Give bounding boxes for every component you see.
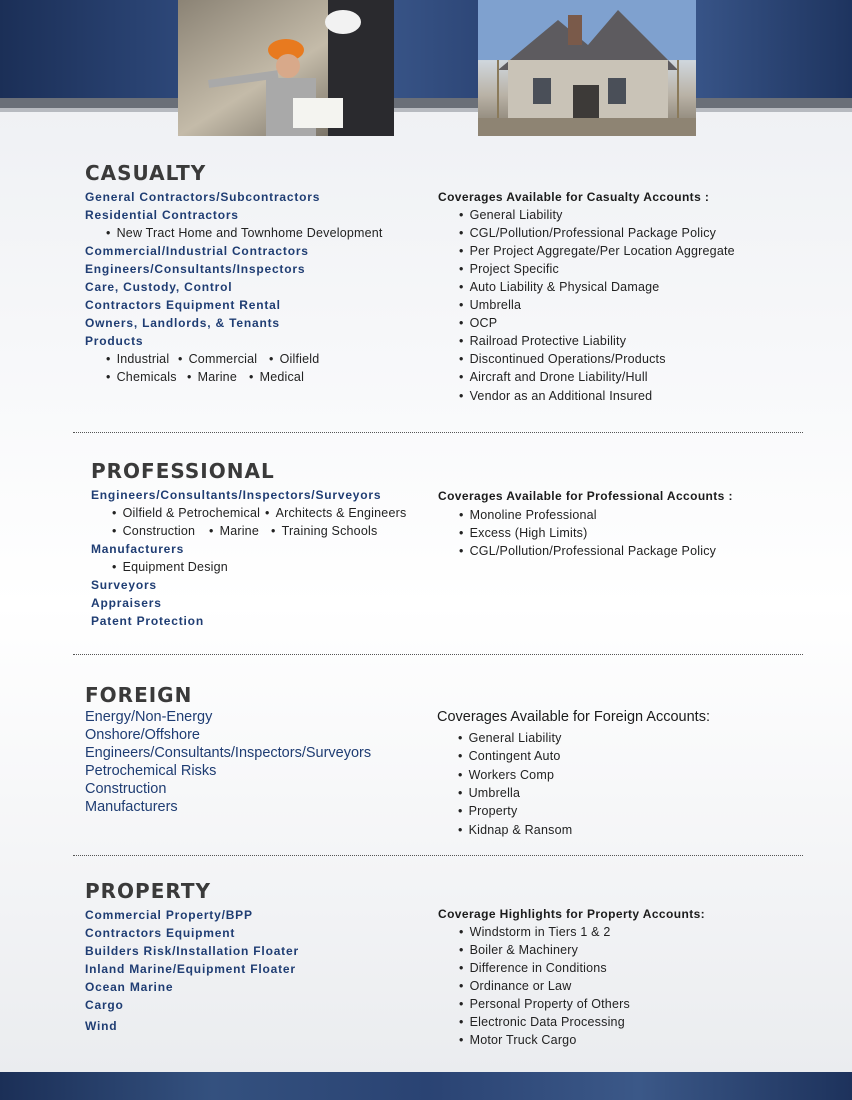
property-coverage-item: • Difference in Conditions: [459, 961, 607, 975]
property-item: Cargo: [85, 998, 124, 1012]
casualty-coverage-item: • Discontinued Operations/Products: [459, 352, 666, 366]
casualty-item-general-contractors: General Contractors/Subcontractors: [85, 190, 321, 204]
foreign-item: Engineers/Consultants/Inspectors/Surveyors: [85, 745, 372, 761]
casualty-item-engineers: Engineers/Consultants/Inspectors: [85, 262, 306, 276]
casualty-coverage-item: • Per Project Aggregate/Per Location Aggregate: [459, 244, 735, 258]
professional-coverage-item: • Monoline Professional: [459, 508, 597, 522]
products-marine: • Marine: [187, 370, 237, 384]
prof-training: • Training Schools: [271, 524, 377, 538]
casualty-coverage-item: • Auto Liability & Physical Damage: [459, 280, 659, 294]
prof-oilfield: • Oilfield & Petrochemical: [112, 506, 260, 520]
casualty-coverage-item: • General Liability: [459, 208, 563, 222]
foreign-coverage-item: • Contingent Auto: [458, 749, 561, 763]
casualty-item-commercial-contractors: Commercial/Industrial Contractors: [85, 244, 309, 258]
footer-band: [0, 1072, 852, 1100]
foreign-coverage-heading: Coverages Available for Foreign Accounts:: [437, 709, 710, 725]
property-item: Wind: [85, 1019, 118, 1033]
header-stripe: [0, 98, 852, 108]
property-coverage-item: • Motor Truck Cargo: [459, 1033, 576, 1047]
property-coverage-item: • Personal Property of Others: [459, 997, 630, 1011]
casualty-item-owners: Owners, Landlords, & Tenants: [85, 316, 280, 330]
professional-item-surveyors: Surveyors: [91, 578, 157, 592]
products-chemicals: • Chemicals: [106, 370, 177, 384]
property-item: Commercial Property/BPP: [85, 908, 253, 922]
photo-engineers: [178, 0, 394, 136]
products-oilfield: • Oilfield: [269, 352, 319, 366]
products-industrial: • Industrial: [106, 352, 169, 366]
section-divider: [73, 432, 803, 433]
property-coverage-item: • Boiler & Machinery: [459, 943, 578, 957]
property-item: Inland Marine/Equipment Floater: [85, 962, 296, 976]
products-commercial: • Commercial: [178, 352, 257, 366]
professional-coverage-heading: Coverages Available for Professional Accounts :: [438, 489, 733, 503]
casualty-residential-sub: • New Tract Home and Townhome Development: [106, 226, 383, 240]
foreign-item: Petrochemical Risks: [85, 763, 217, 779]
casualty-item-equipment-rental: Contractors Equipment Rental: [85, 298, 281, 312]
foreign-item: Energy/Non-Energy: [85, 709, 213, 725]
property-coverage-item: • Windstorm in Tiers 1 & 2: [459, 925, 611, 939]
professional-title: PROFESSIONAL: [91, 459, 275, 483]
foreign-item: Onshore/Offshore: [85, 727, 200, 743]
foreign-coverage-item: • General Liability: [458, 731, 562, 745]
casualty-coverage-item: • Railroad Protective Liability: [459, 334, 626, 348]
casualty-item-care-custody: Care, Custody, Control: [85, 280, 233, 294]
foreign-item: Manufacturers: [85, 799, 178, 815]
casualty-coverage-item: • Vendor as an Additional Insured: [459, 389, 652, 403]
foreign-item: Construction: [85, 781, 167, 797]
property-item: Builders Risk/Installation Floater: [85, 944, 299, 958]
foreign-coverage-item: • Kidnap & Ransom: [458, 823, 572, 837]
section-divider: [73, 654, 803, 655]
property-item: Contractors Equipment: [85, 926, 236, 940]
casualty-title: CASUALTY: [85, 161, 207, 185]
header-band: [0, 0, 852, 98]
casualty-coverage-item: • Project Specific: [459, 262, 559, 276]
section-divider: [73, 855, 803, 856]
casualty-coverage-item: • Aircraft and Drone Liability/Hull: [459, 370, 648, 384]
property-coverage-item: • Ordinance or Law: [459, 979, 571, 993]
casualty-coverage-item: • OCP: [459, 316, 497, 330]
professional-item-manufacturers: Manufacturers: [91, 542, 185, 556]
foreign-coverage-item: • Property: [458, 804, 517, 818]
header-stripe-light: [0, 108, 852, 112]
prof-marine: • Marine: [209, 524, 259, 538]
casualty-coverage-item: • Umbrella: [459, 298, 521, 312]
professional-item-patent: Patent Protection: [91, 614, 204, 628]
photo-house-construction: [478, 0, 696, 136]
professional-coverage-item: • Excess (High Limits): [459, 526, 588, 540]
casualty-coverage-item: • CGL/Pollution/Professional Package Policy: [459, 226, 716, 240]
property-coverage-item: • Electronic Data Processing: [459, 1015, 625, 1029]
foreign-coverage-item: • Workers Comp: [458, 768, 554, 782]
casualty-item-residential-contractors: Residential Contractors: [85, 208, 239, 222]
property-title: PROPERTY: [85, 879, 212, 903]
property-coverage-heading: Coverage Highlights for Property Accounts:: [438, 907, 706, 921]
casualty-coverage-heading: Coverages Available for Casualty Accounts :: [438, 190, 710, 204]
casualty-item-products: Products: [85, 334, 144, 348]
prof-architects: • Architects & Engineers: [265, 506, 406, 520]
professional-coverage-item: • CGL/Pollution/Professional Package Policy: [459, 544, 716, 558]
prof-construction: • Construction: [112, 524, 195, 538]
property-item: Ocean Marine: [85, 980, 174, 994]
foreign-coverage-item: • Umbrella: [458, 786, 520, 800]
prof-equipment-design: • Equipment Design: [112, 560, 228, 574]
professional-item-engineers: Engineers/Consultants/Inspectors/Surveyors: [91, 488, 382, 502]
products-medical: • Medical: [249, 370, 304, 384]
foreign-title: FOREIGN: [85, 683, 193, 707]
professional-item-appraisers: Appraisers: [91, 596, 162, 610]
